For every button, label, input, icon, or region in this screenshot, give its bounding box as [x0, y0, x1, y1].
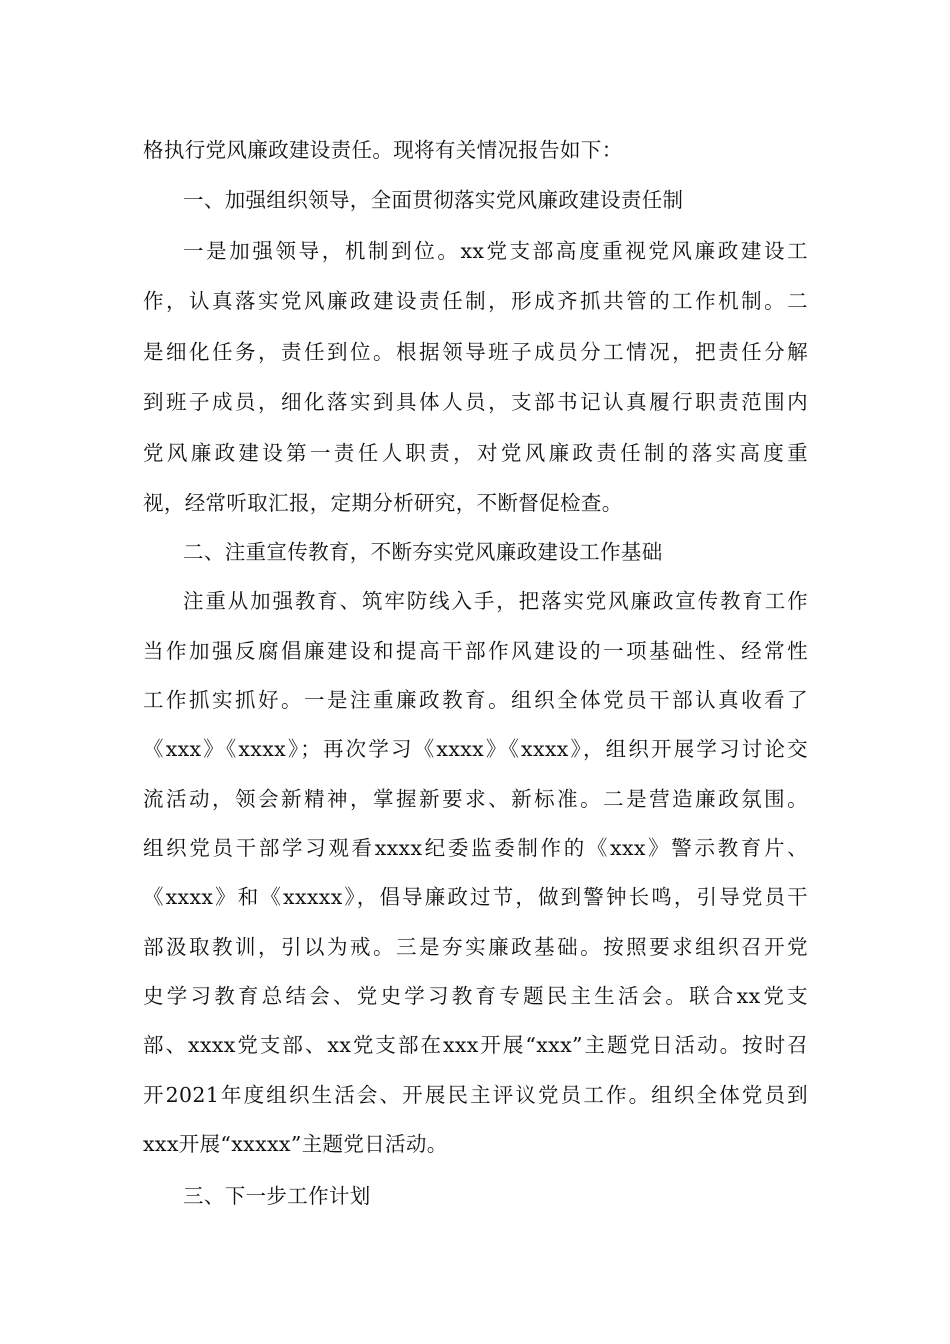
text-line: 是细化任务，责任到位。根据领导班子成员分工情况，把责任分解 [143, 340, 808, 364]
text-line: 部汲取教训，引以为戒。三是夯实廉政基础。按照要求组织召开党 [143, 935, 808, 959]
text-line: 组织党员干部学习观看xxxx纪委监委制作的《xxx》警示教育片、 [143, 836, 808, 860]
text-line: 《xxxx》和《xxxxx》，倡导廉政过节，做到警钟长鸣，引导党员干 [143, 885, 808, 909]
text-line: 视，经常听取汇报，定期分析研究，不断督促检查。 [143, 491, 623, 515]
text-line: 到班子成员，细化落实到具体人员，支部书记认真履行职责范围内 [143, 390, 808, 414]
text-line: 开2021年度组织生活会、开展民主评议党员工作。组织全体党员到 [143, 1083, 808, 1107]
text-line: 史学习教育总结会、党史学习教育专题民主生活会。联合xx党支 [143, 984, 808, 1008]
text-line: 注重从加强教育、筑牢防线入手，把落实党风廉政宣传教育工作 [183, 589, 808, 613]
text-line: 作，认真落实党风廉政建设责任制，形成齐抓共管的工作机制。二 [143, 289, 808, 313]
text-line: 部、xxxx党支部、xx党支部在xxx开展“xxx”主题党日活动。按时召 [143, 1033, 808, 1057]
text-line: 《xxx》《xxxx》；再次学习《xxxx》《xxxx》，组织开展学习讨论交 [143, 737, 808, 761]
text-line: 流活动，领会新精神，掌握新要求、新标准。二是营造廉政氛围。 [143, 787, 808, 811]
text-line: 党风廉政建设第一责任人职责，对党风廉政责任制的落实高度重 [143, 441, 808, 465]
section-heading-3: 三、下一步工作计划 [183, 1184, 371, 1208]
section-heading-1: 一、加强组织领导，全面贯彻落实党风廉政建设责任制 [183, 188, 684, 212]
text-line: 格执行党风廉政建设责任。现将有关情况报告如下： [143, 138, 623, 162]
section-heading-2: 二、注重宣传教育，不断夯实党风廉政建设工作基础 [183, 540, 663, 564]
text-line: xxx开展“xxxxx”主题党日活动。 [143, 1132, 448, 1156]
text-line: 工作抓实抓好。一是注重廉政教育。组织全体党员干部认真收看了 [143, 688, 808, 712]
text-line: 当作加强反腐倡廉建设和提高干部作风建设的一项基础性、经常性 [143, 639, 808, 663]
text-line: 一是加强领导，机制到位。xx党支部高度重视党风廉政建设工 [183, 239, 808, 263]
